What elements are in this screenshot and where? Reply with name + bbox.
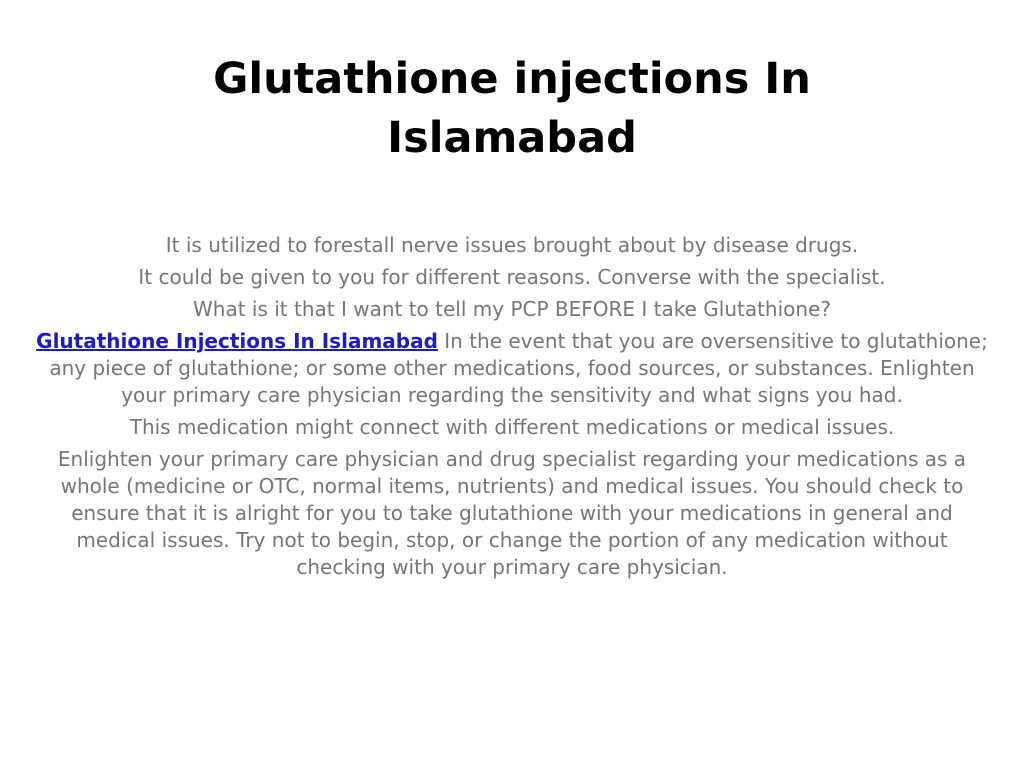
slide-title: Glutathione injections In Islamabad (213, 54, 811, 163)
slide-body (36, 232, 988, 586)
glutathione-injections-link[interactable]: Glutathione Injections In Islamabad (36, 329, 438, 353)
body-paragraph: What is it that I want to tell my PCP BEFORE I take Glutathione? (193, 297, 831, 321)
body-paragraph: It could be given to you for different reasons. Converse with the specialist. (138, 265, 886, 289)
body-paragraph: Enlighten your primary care physician and drug specialist regarding your medications as a whole (medicine or OTC, normal items, nutrients) and medical issues. You should check to ensure that it is alright for you to take glutathione with your medications in general and medical issues. Try not to begin, stop, or change the portion of any medication without checking with your primary care physician. (57, 447, 967, 579)
body-paragraph-text: In the event that you are oversensitive to glutathione; any piece of glutathione; or some other medications, food sources, or substances. Enlighten your primary care physician regarding the sensitivity and what signs you had. (49, 329, 988, 407)
body-paragraph: It is utilized to forestall nerve issues brought about by disease drugs. (165, 233, 859, 257)
body-paragraph: This medication might connect with different medications or medical issues. (129, 415, 895, 439)
body-paragraph-with-link (36, 328, 988, 409)
